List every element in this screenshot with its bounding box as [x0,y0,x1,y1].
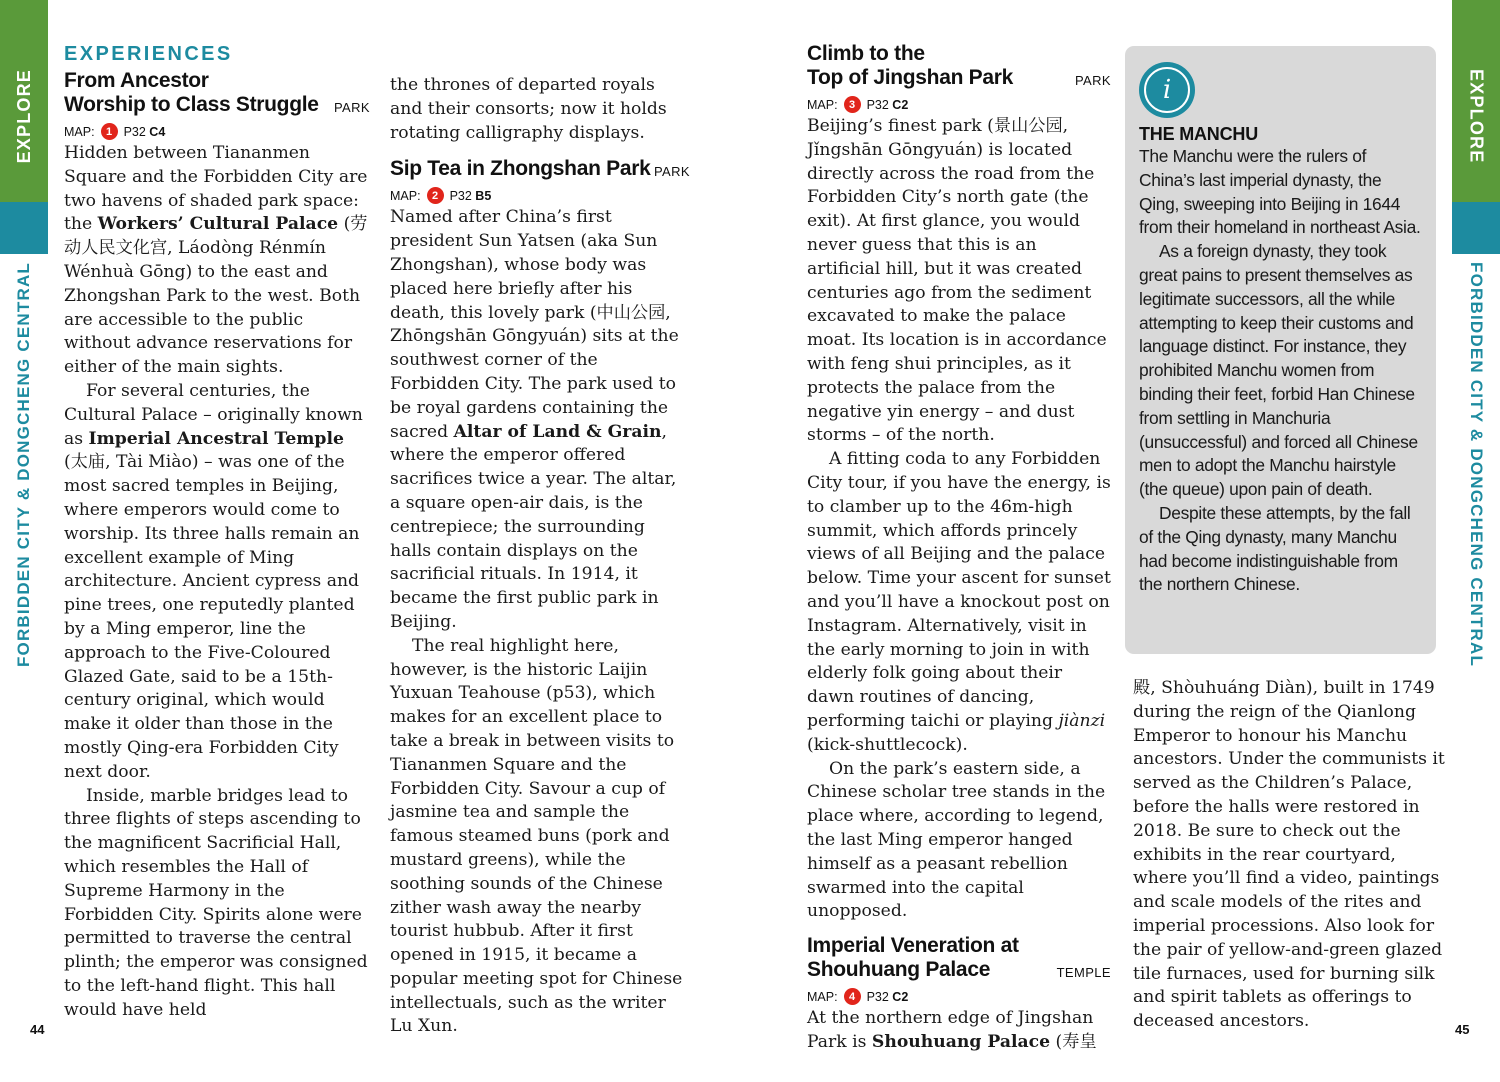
right-section-label: FORBIDDEN CITY & DONGCHENG CENTRAL [1467,262,1486,668]
left-section-tab [0,254,48,668]
left-explore-label: EXPLORE [13,68,34,164]
section-title [807,42,1013,90]
paragraph [64,142,370,380]
map-reference[interactable] [807,96,1111,113]
sight-type-label: TEMPLE [1056,965,1111,981]
info-glyph: i [1144,67,1190,113]
title-line-1: Climb to the [807,42,925,65]
map-label: MAP: [807,97,838,112]
section-heading-shouhuang [807,934,1111,982]
map-page [867,98,909,112]
column-3 [807,40,1111,1055]
map-marker-icon: 3 [844,96,861,113]
paragraph: Inside, marble bridges lead to three flights of steps ascending to the magnificent Sacrificial Hall, which resembles the Hall of Supreme Harmony in the Forbidden City. Spirits alone were permitted to traverse the central plinth; the emperor was consigned to the left-hand flight. This hall would have held [64,785,368,1020]
map-page [124,125,166,139]
text-run: (劳动人民文化宫, Láodòng Rénmín Wénhuà Gōng) to the east and Zhongshan Park to the west. Both are accessible to the public without advance reservations for either of the main sights. [64,214,368,378]
text-run: For several centuries, the Cultural Palace – originally known as [64,380,363,449]
section-title [64,69,319,117]
manchu-sidebar [1125,46,1436,654]
map-grid: C4 [149,124,166,139]
sight-type-label: PARK [333,100,370,115]
paragraph: 殿, Shòuhuáng Diàn), built in 1749 during the reign of the Qianlong Emperor to honour his Manchu ancestors. Under the communists it served as the Children’s Palace, before the halls were restored in 2018. Be sure to check out the exhibits in the rear courtyard, where you’ll find a video, paintings and scale models of the rites and imperial processions. Also look for the pair of yellow-and-green glazed tile furnaces, used for burning silk and spirit tablets as offerings to deceased ancestors. [1133,678,1445,1032]
sidebar-paragraph: The Manchu were the rulers of China’s last imperial dynasty, the Qing, sweeping into Beijing in 1644 from their homeland in northeast Asia. [1139,146,1421,238]
text-run: A fitting coda to any Forbidden City tour, if you have the energy, is to clamber up to the 46m-high summit, which affords princely views of all Beijing and the palace below. Time your ascent for sunset and you’ll have a knockout post on Instagram. Alternatively, visit in the early morning to join in with elderly folk going about their dawn routines of dancing, performing taichi or playing [807,449,1111,731]
map-label: MAP: [390,188,421,203]
left-section-label: FORBIDDEN CITY & DONGCHENG CENTRAL [14,262,33,668]
map-marker-icon: 1 [101,123,118,140]
paragraph: On the park’s eastern side, a Chinese scholar tree stands in the place where, according to legend, the last Ming emperor hanged himself as a peasant rebellion swarmed into the capital unopposed. [807,758,1106,922]
text-run: (kick-shuttlecock). [807,734,968,755]
experiences-kicker: EXPERIENCES [64,43,233,65]
sidebar-paragraph: Despite these attempts, by the fall of the Qing dynasty, many Manchu had become indistinguishable from the northern Chinese. [1139,502,1411,595]
map-page-number: P32 [866,989,889,1004]
right-explore-tab [1452,0,1500,202]
bold-place-name: Imperial Ancestral Temple [88,428,344,449]
section-title [807,934,1019,982]
paragraph: the thrones of departed royals and their consorts; now it holds rotating calligraphy displays. [390,75,667,143]
paragraph: The real highlight here, however, is the historic Laijin Yuxuan Teahouse (p53), which makes for an excellent place to take a break in between visits to Tiananmen Square and the Forbidden City. Savour a cup of jasmine tea and sample the famous steamed buns (pork and mustard greens), while the soothing sounds of the Chinese zither wash away the nearby tourist hubbub. After it first opened in 1915, it became a popular meeting spot for Chinese intellectuals, such as the writer Lu Xun. [390,635,683,1037]
map-marker-icon: 4 [844,988,861,1005]
text-run: (寿皇 [1050,1031,1097,1052]
map-grid: B5 [475,188,492,203]
text-run: At the northern edge of Jingshan Park is [807,1008,1094,1052]
page-number-left: 44 [30,1022,45,1037]
right-section-tab [1452,254,1500,668]
sidebar-paragraph: As a foreign dynasty, they took great pains to present themselves as legitimate successors, all the while attempting to keep their customs and language distinct. For instance, they prohibited Manchu women from binding their feet, forbid Han Chinese from settling in Manchuria (unsuccessful) and forced all Chinese men to adopt the Manchu hairstyle (the queue) upon pain of death. [1139,241,1418,500]
left-explore-tab [0,0,48,202]
map-grid: C2 [892,97,909,112]
title-line-2: Worship to Class Struggle [64,93,319,116]
right-tab-blue-band [1452,202,1500,254]
left-tab-blue-band [0,202,48,254]
map-grid: C2 [892,989,909,1004]
map-label: MAP: [64,124,95,139]
title-line-2: Shouhuang Palace [807,958,991,982]
title-line-2: Top of Jingshan Park [807,66,1013,89]
map-reference[interactable] [64,123,370,140]
paragraph [807,1007,1111,1055]
map-reference[interactable] [390,187,690,204]
page-number-right: 45 [1455,1022,1470,1037]
column-1 [64,40,370,1022]
paragraph [807,448,1111,757]
text-run: (太庙, Tài Miào) – was one of the most sacred temples in Beijing, where emperors would come to worship. Its three halls remain an excellent example of Ming architecture. Ancient cypress and pine trees, one reputedly planted by a Ming emperor, line the approach to the Five-Coloured Glazed Gate, said to be a 15th-century original, which would make it older than those in the mostly Qing-era Forbidden City next door. [64,452,360,782]
bold-place-name: Altar of Land & Grain [453,421,662,442]
paragraph [64,380,370,785]
italic-term: jiànzi [1058,710,1106,731]
section-heading-jingshan [807,42,1111,90]
right-explore-label: EXPLORE [1466,68,1487,164]
map-marker-icon: 2 [427,187,444,204]
info-icon [1139,62,1195,118]
paragraph: Beijing’s finest park (景山公园, Jǐngshān Gōngyuán) is located directly across the road from the Forbidden City’s north gate (the exit). At first glance, you would never guess that this is an artificial hill, but it was created centuries ago from the sediment excavated to make the palace moat. Its location is in accordance with feng shui principles, as it protects the palace from the negative yin energy – and dust storms – of the north. [807,116,1107,446]
map-page-number: P32 [123,124,146,139]
paragraph [390,206,690,634]
bold-place-name: Workers’ Cultural Palace [97,214,339,235]
sight-type-label: PARK [1074,73,1111,88]
section-heading-zhongshan [390,157,690,181]
sidebar-title: THE MANCHU [1139,124,1258,144]
text-run: Hidden between Tiananmen Square and the Forbidden City are two havens of shaded park space: the [64,143,368,235]
section-heading-ancestor [64,69,370,117]
map-page [867,990,909,1004]
map-page-number: P32 [866,97,889,112]
title-line-1: Imperial Veneration at [807,934,1019,958]
map-page-number: P32 [449,188,472,203]
text-run: Named after China’s first president Sun Yatsen (aka Sun Zhongshan), whose body was placed here briefly after his death, this lovely park (中山公园, Zhōngshān Gōngyuán) sits at the southwest corner of the Forbidden City. The park used to be royal gardens containing the sacred [390,207,679,442]
column-2 [390,74,690,1039]
title-line-1: From Ancestor [64,69,209,92]
bold-place-name: Shouhuang Palace [871,1031,1051,1052]
column-4 [1133,677,1445,1034]
section-title: Sip Tea in Zhongshan Park [390,157,651,181]
map-label: MAP: [807,989,838,1004]
text-run: , where the emperor offered sacrifices twice a year. The altar, a square open-air dais, is the centrepiece; the surrounding halls contain displays on the sacrificial rituals. In 1914, it became the first public park in Beijing. [390,421,677,632]
map-page [450,189,492,203]
sight-type-label: PARK [653,164,690,180]
map-reference[interactable] [807,988,1111,1005]
